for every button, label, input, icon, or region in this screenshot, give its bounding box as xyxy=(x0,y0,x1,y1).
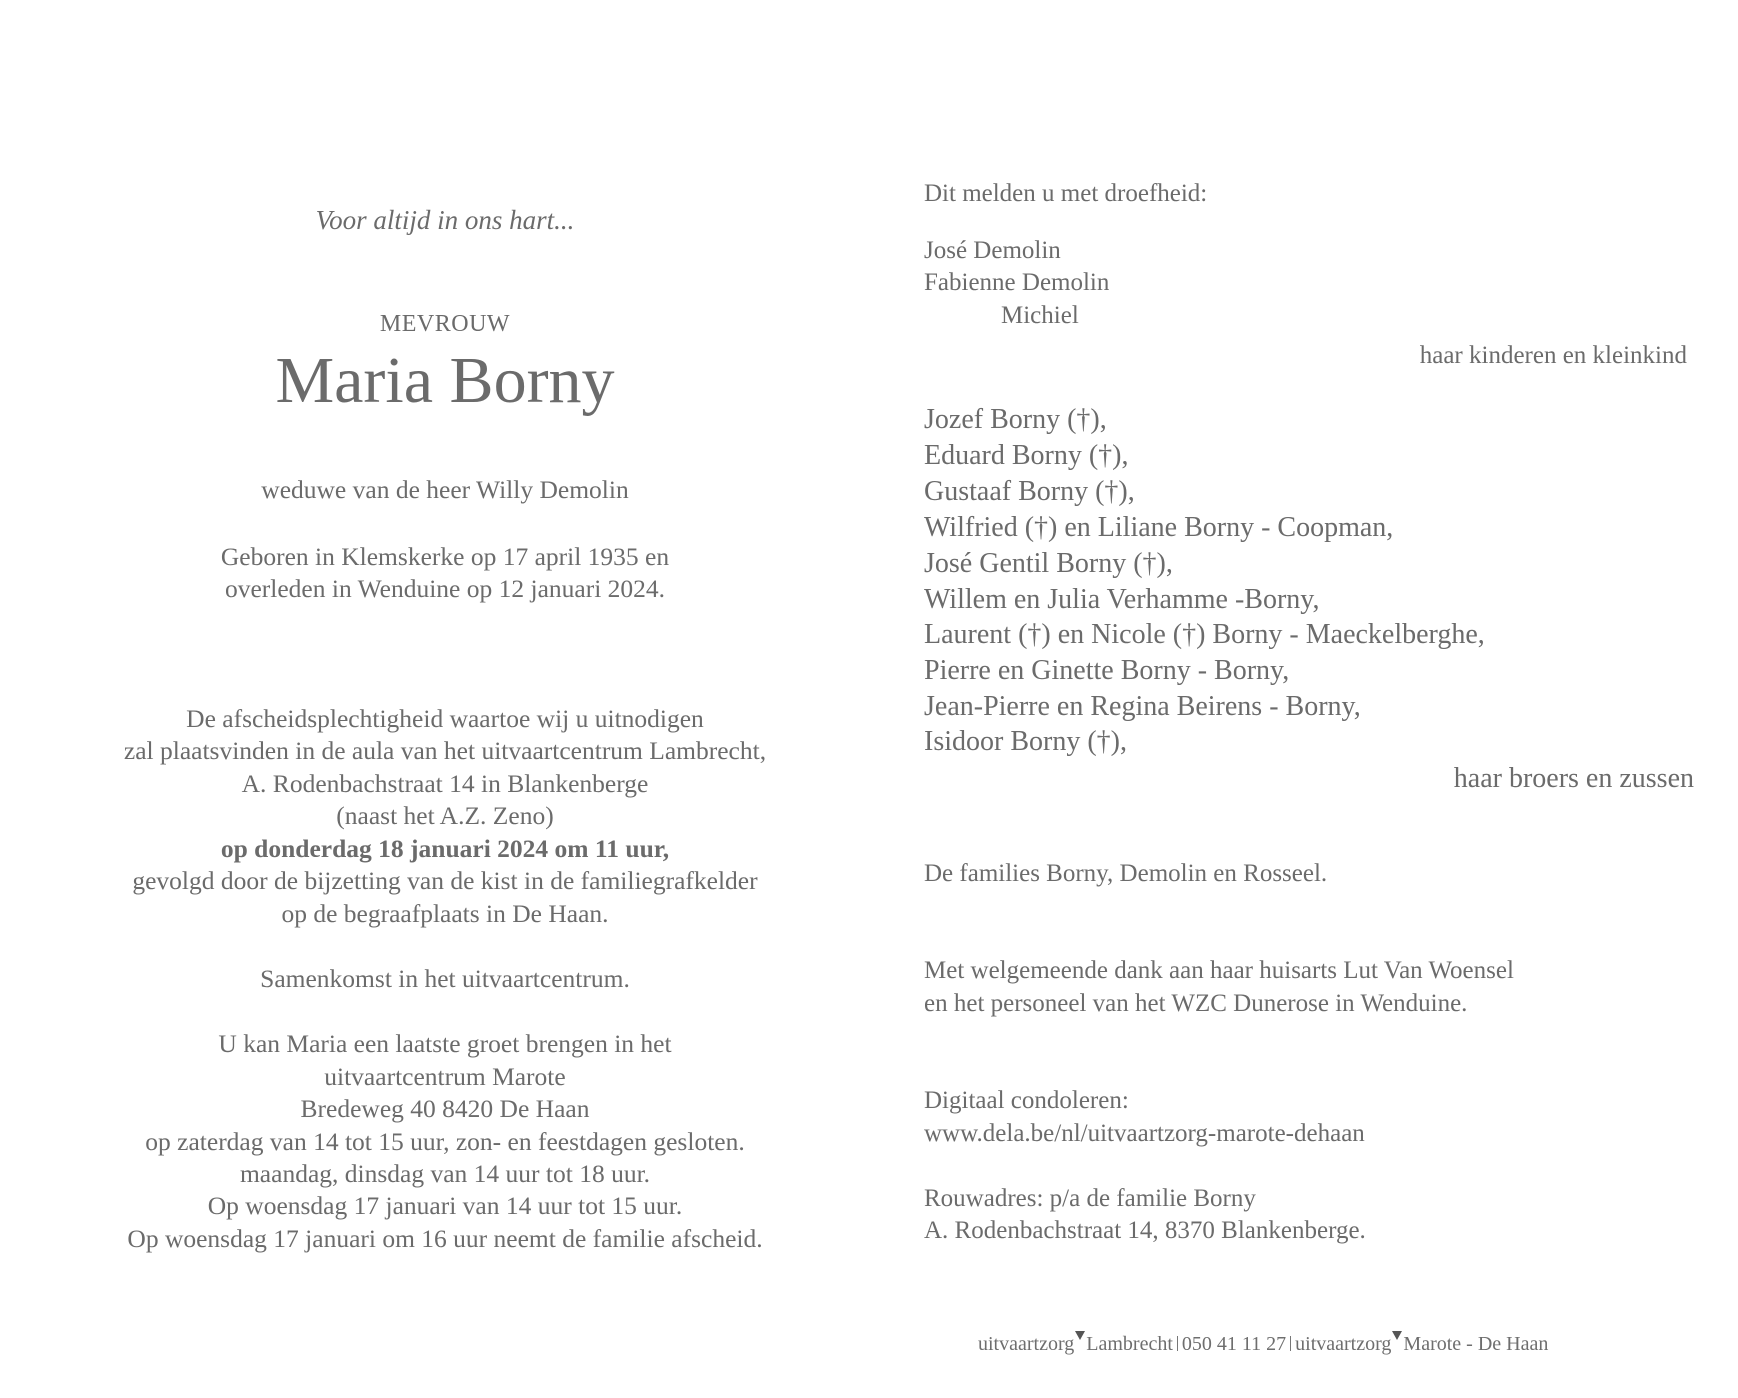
phone-number: 050 41 11 27 xyxy=(1181,1333,1287,1355)
widow-of: weduwe van de heer Willy Demolin xyxy=(261,475,629,504)
visitation-line: maandag, dinsdag van 14 uur tot 18 uur. xyxy=(239,1159,651,1188)
death-line: overleden in Wenduine op 12 januari 2024. xyxy=(224,574,666,603)
visitation-line: U kan Maria een laatste groet brengen in het xyxy=(218,1029,672,1058)
visitation-line: uitvaartcentrum Marote xyxy=(324,1062,566,1091)
separator xyxy=(1290,1336,1291,1351)
families-line: De families Borny, Demolin en Rosseel. xyxy=(924,860,1328,887)
tagline: Voor altijd in ons hart... xyxy=(315,205,575,235)
sibling-name: Isidoor Borny (†), xyxy=(924,726,1127,757)
funeral-home-footer xyxy=(978,1331,1548,1354)
child-name: José Demolin xyxy=(924,237,1061,264)
ceremony-line: zal plaatsvinden in de aula van het uitvaartcentrum Lambrecht, xyxy=(123,736,767,765)
sibling-name: Jean-Pierre en Regina Beirens - Borny, xyxy=(924,691,1361,722)
triangle-down-icon xyxy=(1075,1331,1085,1340)
ceremony-line: A. Rodenbachstraat 14 in Blankenberge xyxy=(241,769,649,798)
ceremony-line: op de begraafplaats in De Haan. xyxy=(281,899,609,928)
brand2-name: Marote - De Haan xyxy=(1403,1333,1549,1355)
ceremony-line: gevolgd door de bijzetting van de kist in de familiegrafkelder xyxy=(132,866,758,895)
deceased-name: Maria Borny xyxy=(275,344,615,417)
ceremony-date: op donderdag 18 januari 2024 om 11 uur, xyxy=(220,834,670,863)
children-label: haar kinderen en kleinkind xyxy=(1419,342,1687,369)
condolence-label: Digitaal condoleren: xyxy=(924,1087,1129,1114)
ceremony-line: De afscheidsplechtigheid waartoe wij u uitnodigen xyxy=(186,704,704,733)
honorific: MEVROUW xyxy=(379,311,511,337)
sibling-name: Laurent (†) en Nicole (†) Borny - Maeckelberghe, xyxy=(924,619,1485,650)
sibling-name: Wilfried (†) en Liliane Borny - Coopman, xyxy=(924,512,1394,543)
child-name: Fabienne Demolin xyxy=(924,269,1110,296)
birth-line: Geboren in Klemskerke op 17 april 1935 en xyxy=(220,542,670,571)
brand1-prefix: uitvaartzorg xyxy=(978,1333,1075,1355)
triangle-down-icon xyxy=(1392,1331,1402,1340)
siblings-label: haar broers en zussen xyxy=(1453,763,1694,794)
ceremony-line: (naast het A.Z. Zeno) xyxy=(336,801,554,830)
thanks-line: en het personeel van het WZC Dunerose in Wenduine. xyxy=(924,990,1468,1017)
sibling-name: Gustaaf Borny (†), xyxy=(924,476,1135,507)
visitation-line: Op woensdag 17 januari van 14 uur tot 15 uur. xyxy=(207,1191,683,1220)
sibling-name: José Gentil Borny (†), xyxy=(924,548,1173,579)
mourning-address: A. Rodenbachstraat 14, 8370 Blankenberge. xyxy=(924,1217,1366,1244)
sibling-name: Eduard Borny (†), xyxy=(924,440,1129,471)
thanks-line: Met welgemeende dank aan haar huisarts Lut Van Woensel xyxy=(924,957,1514,984)
sibling-name: Willem en Julia Verhamme -Borny, xyxy=(924,584,1320,615)
brand1-name: Lambrecht xyxy=(1086,1333,1173,1355)
grandchild-name: Michiel xyxy=(1001,302,1079,329)
condolence-url[interactable]: www.dela.be/nl/uitvaartzorg-marote-dehaan xyxy=(924,1120,1365,1147)
separator xyxy=(1177,1336,1178,1351)
visitation-line: Bredeweg 40 8420 De Haan xyxy=(300,1094,590,1123)
sibling-name: Pierre en Ginette Borny - Borny, xyxy=(924,655,1290,686)
visitation-line: op zaterdag van 14 tot 15 uur, zon- en feestdagen gesloten. xyxy=(145,1127,745,1156)
mourning-address-label: Rouwadres: p/a de familie Borny xyxy=(924,1185,1256,1212)
announcement-intro: Dit melden u met droefheid: xyxy=(924,180,1208,207)
visitation-line: Op woensdag 17 januari om 16 uur neemt de familie afscheid. xyxy=(127,1224,763,1253)
brand2-prefix: uitvaartzorg xyxy=(1295,1333,1392,1355)
gathering-note: Samenkomst in het uitvaartcentrum. xyxy=(260,964,630,993)
sibling-name: Jozef Borny (†), xyxy=(924,404,1107,435)
